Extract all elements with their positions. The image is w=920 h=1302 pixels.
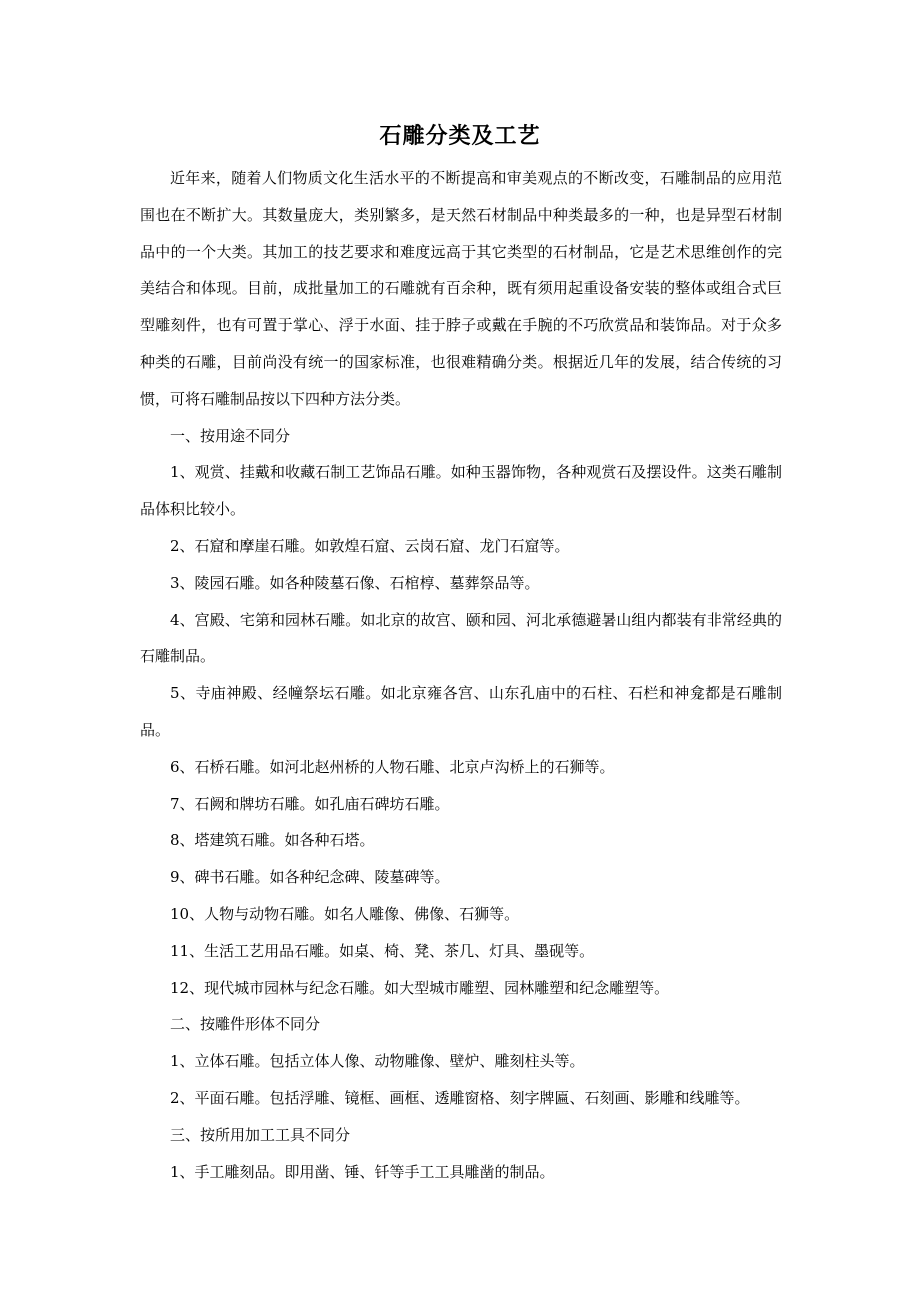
section-heading-by-shape: 二、按雕件形体不同分 xyxy=(170,1015,321,1034)
list-item: 7、石阙和牌坊石雕。如孔庙石碑坊石雕。 xyxy=(170,794,450,813)
list-item: 1、立体石雕。包括立体人像、动物雕像、壁炉、雕刻柱头等。 xyxy=(170,1052,585,1071)
document-title: 石雕分类及工艺 xyxy=(379,123,541,149)
list-item: 3、陵园石雕。如各种陵墓石像、石棺椁、墓葬祭品等。 xyxy=(170,573,540,592)
list-item: 8、塔建筑石雕。如各种石塔。 xyxy=(170,831,375,850)
section-heading-by-tools: 三、按所用加工工具不同分 xyxy=(170,1125,351,1144)
list-item: 10、人物与动物石雕。如名人雕像、佛像、石狮等。 xyxy=(170,904,520,923)
list-item: 1、手工雕刻品。即用凿、锤、钎等手工工具雕凿的制品。 xyxy=(170,1162,555,1181)
document-body xyxy=(140,160,782,1190)
list-item: 12、现代城市园林与纪念石雕。如大型城市雕塑、园林雕塑和纪念雕塑等。 xyxy=(170,978,670,997)
list-item: 4、宫殿、宅第和园林石雕。如北京的故宫、颐和园、河北承德避暑山组内都装有非常经典的石雕制品。 xyxy=(140,610,782,666)
list-item: 2、平面石雕。包括浮雕、镜框、画框、透雕窗格、刻字牌匾、石刻画、影雕和线雕等。 xyxy=(170,1088,750,1107)
list-item: 9、碑书石雕。如各种纪念碑、陵墓碑等。 xyxy=(170,868,450,887)
list-item: 1、观赏、挂戴和收藏石制工艺饰品石雕。如种玉器饰物，各种观赏石及摆设件。这类石雕制品体积比较小。 xyxy=(140,463,782,519)
list-item: 6、石桥石雕。如河北赵州桥的人物石雕、北京卢沟桥上的石狮等。 xyxy=(170,757,615,776)
list-item: 5、寺庙神殿、经幢祭坛石雕。如北京雍各宫、山东孔庙中的石柱、石栏和神龛都是石雕制品。 xyxy=(140,684,782,739)
section-heading-by-use: 一、按用途不同分 xyxy=(170,426,291,445)
list-item: 11、生活工艺用品石雕。如桌、椅、凳、茶几、灯具、墨砚等。 xyxy=(170,941,595,960)
list-item: 2、石窟和摩崖石雕。如敦煌石窟、云岗石窟、龙门石窟等。 xyxy=(170,536,570,555)
intro-paragraph: 近年来，随着人们物质文化生活水平的不断提高和审美观点的不断改变，石雕制品的应用范围也在不断扩大。其数量庞大，类别繁多，是天然石材制品中种类最多的一种，也是异型石材制品中的一个大类。其加工的技艺要求和难度远高于其它类型的石材制品，它是艺术思维创作的完美结合和体现。目前，成批量加工的石雕就有百余种，既有须用起重设备安装的整体或组合式巨型雕刻件，也有可置于掌心、浮于水面、挂于脖子或戴在手腕的不巧欣赏品和装饰品。对于众多种类的石雕，目前尚没有统一的国家标准，也很难精确分类。根据近几年的发展，结合传统的习惯，可将石雕制品按以下四种方法分类。 xyxy=(140,169,782,408)
